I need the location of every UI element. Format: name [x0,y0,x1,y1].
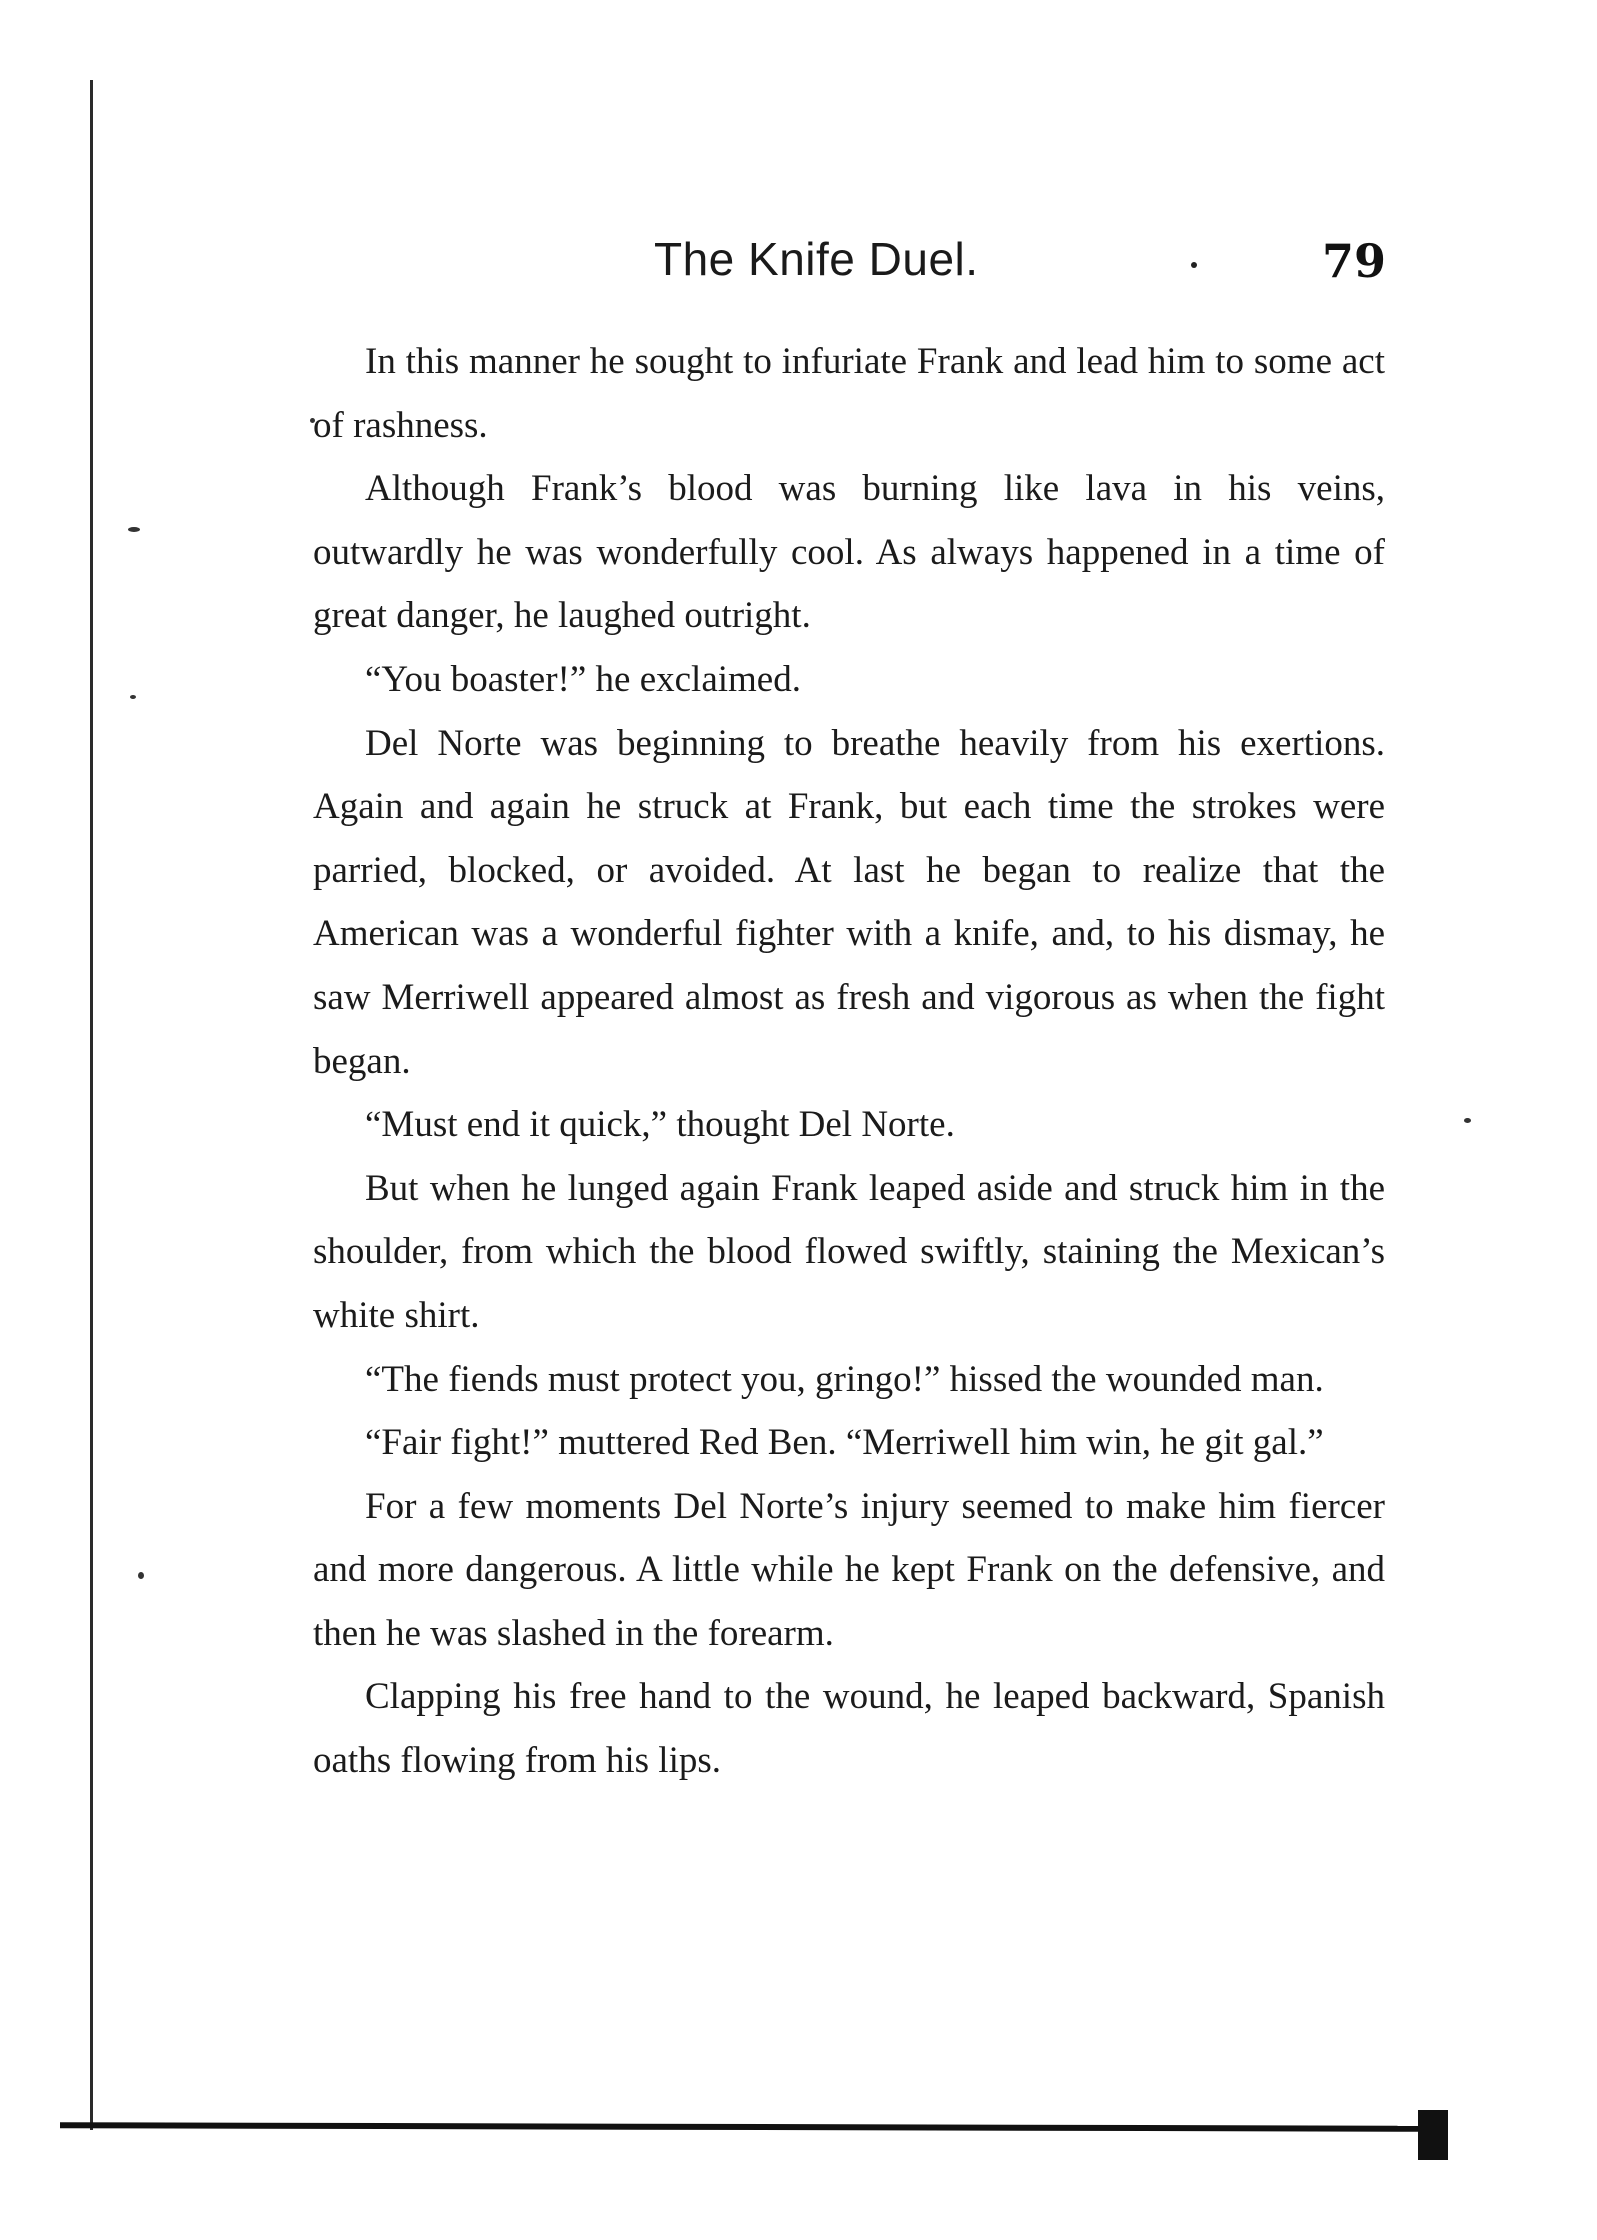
body-text [313,330,1385,1793]
scan-margin-line-bottom [60,2122,1440,2132]
paragraph: “You boaster!” he exclaimed. [365,658,801,700]
paragraph: “Fair fight!” muttered Red Ben. “Merriwell him win, he git gal.” [365,1422,1324,1464]
paragraph: Although Frank’s blood was burning like lava in his veins, outwardly he was wonderfully cool. As always happened in a time of great danger, he laughed outright. [313,468,1385,637]
paragraph: For a few moments Del Norte’s injury seemed to make him fiercer and more dangerous. A little while he kept Frank on the defensive, and then he was slashed in the forearm. [313,1485,1385,1654]
page-header [310,232,1390,312]
scan-speck [128,527,140,532]
scan-speck [130,695,136,699]
running-title: The Knife Duel. [654,233,979,285]
scan-speck [1464,1118,1471,1123]
page-number: 79 [1322,234,1387,288]
paragraph: Clapping his free hand to the wound, he leaped backward, Spanish oaths flowing from his lips. [313,1676,1385,1782]
paragraph: But when he lunged again Frank leaped aside and struck him in the shoulder, from which the blood flowed swiftly, staining the Mexican’s white shirt. [313,1167,1385,1336]
paragraph: “Must end it quick,” thought Del Norte. [365,1104,955,1146]
scan-edge-mark [1418,2110,1448,2160]
header-dot [1191,262,1197,268]
scan-speck [138,1572,144,1579]
scan-margin-line-left [90,80,93,2130]
paragraph: “The fiends must protect you, gringo!” hissed the wounded man. [365,1358,1324,1400]
paragraph: In this manner he sought to infuriate Frank and lead him to some act of rashness. [313,341,1385,446]
paragraph: Del Norte was beginning to breathe heavily from his exertions. Again and again he struck at Frank, but each time the strokes were parried, blocked, or avoided. At last he began to realize that the American was a wonderful fighter with a knife, and, to his dismay, he saw Merriwell appeared almost as fresh and vigorous as when the fight began. [313,722,1385,1082]
